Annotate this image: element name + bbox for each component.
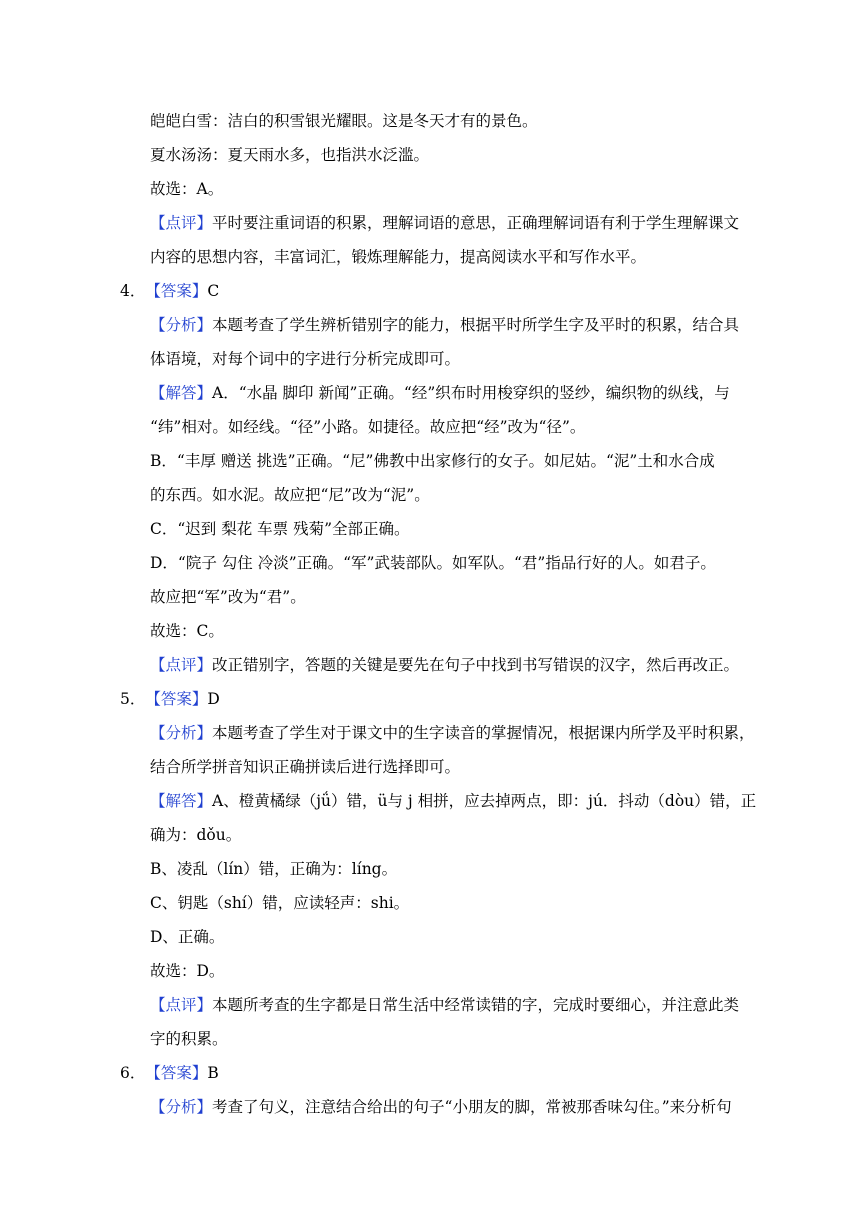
- question-5-answer: [120, 689, 220, 709]
- text-line: 皑皑白雪：洁白的积雪银光耀眼。这是冬天才有的景色。: [150, 112, 538, 130]
- answer-tag: 【答案】: [145, 282, 208, 300]
- text-line: D、正确。: [150, 928, 225, 946]
- answer-value: C: [207, 282, 220, 300]
- text-line: 的东西。如水泥。故应把“尼”改为“泥”。: [150, 486, 430, 504]
- text-line: 故应把“军”改为“君”。: [150, 588, 306, 606]
- answer-value: B: [207, 1064, 219, 1082]
- comment-text: 本题所考查的生字都是日常生活中经常读错的字，完成时要细心，并注意此类: [212, 996, 740, 1014]
- analysis-tag: 【分析】: [150, 1098, 213, 1116]
- text-line: C．“迟到 梨花 车票 残菊”全部正确。: [150, 520, 410, 538]
- solution-text: A．“水晶 脚印 新闻”正确。“经”织布时用梭穿织的竖纱，编织物的纵线，与: [212, 384, 730, 402]
- comment-line: [150, 995, 739, 1015]
- analysis-line: [150, 315, 739, 335]
- question-number: 6．: [120, 1064, 146, 1082]
- text-line: 故选：A。: [150, 180, 224, 198]
- analysis-line: [150, 723, 755, 743]
- comment-tag: 【点评】: [150, 656, 213, 674]
- text-line: D．“院子 勾住 冷淡”正确。“军”武装部队。如军队。“君”指品行好的人。如君子。: [150, 554, 716, 572]
- answer-value: D: [207, 690, 220, 708]
- analysis-text: 本题考查了学生辨析错别字的能力，根据平时所学生字及平时的积累，结合具: [212, 316, 740, 334]
- analysis-line: [150, 1097, 732, 1117]
- text-line: C、钥匙（shí）错，应读轻声：shi。: [150, 894, 410, 912]
- text-line: 内容的思想内容，丰富词汇，锻炼理解能力，提高阅读水平和写作水平。: [150, 248, 647, 266]
- text-line: 字的积累。: [150, 1030, 228, 1048]
- solution-line: [150, 791, 756, 811]
- comment-line: [150, 213, 739, 233]
- comment-line: [150, 655, 739, 675]
- comment-tag: 【点评】: [150, 996, 213, 1014]
- text-line: 故选：C。: [150, 622, 224, 640]
- solution-tag: 【解答】: [150, 792, 213, 810]
- comment-tag: 【点评】: [150, 214, 213, 232]
- solution-tag: 【解答】: [150, 384, 213, 402]
- answer-tag: 【答案】: [145, 690, 208, 708]
- text-line: “纬”相对。如经线。“径”小路。如捷径。故应把“经”改为“径”。: [150, 418, 586, 436]
- answer-tag: 【答案】: [145, 1064, 208, 1082]
- comment-text: 改正错别字，答题的关键是要先在句子中找到书写错误的汉字，然后再改正。: [212, 656, 740, 674]
- text-line: B、凌乱（lín）错，正确为：líng。: [150, 860, 398, 878]
- analysis-tag: 【分析】: [150, 316, 213, 334]
- question-number: 4．: [120, 282, 146, 300]
- question-6-answer: [120, 1063, 219, 1083]
- text-line: 故选：D。: [150, 962, 225, 980]
- question-number: 5．: [120, 690, 146, 708]
- analysis-text: 考查了句义，注意结合给出的句子“小朋友的脚，常被那香味勾住。”来分析句: [212, 1098, 732, 1116]
- text-line: 体语境，对每个词中的字进行分析完成即可。: [150, 350, 461, 368]
- text-line: 夏水汤汤：夏天雨水多，也指洪水泛滥。: [150, 146, 430, 164]
- solution-line: [150, 383, 730, 403]
- text-line: B．“丰厚 赠送 挑选”正确。“尼”佛教中出家修行的女子。如尼姑。“泥”土和水合成: [150, 452, 715, 470]
- question-4-answer: [120, 281, 219, 301]
- comment-text: 平时要注重词语的积累，理解词语的意思，正确理解词语有利于学生理解课文: [212, 214, 740, 232]
- solution-text: A、橙黄橘绿（jǘ）错，ü与 j 相拼，应去掉两点，即：jú．抖动（dòu）错，正: [212, 792, 757, 810]
- analysis-tag: 【分析】: [150, 724, 213, 742]
- text-line: 结合所学拼音知识正确拼读后进行选择即可。: [150, 758, 461, 776]
- text-line: 确为：dǒu。: [150, 826, 242, 844]
- analysis-text: 本题考查了学生对于课文中的生字读音的掌握情况，根据课内所学及平时积累，: [212, 724, 755, 742]
